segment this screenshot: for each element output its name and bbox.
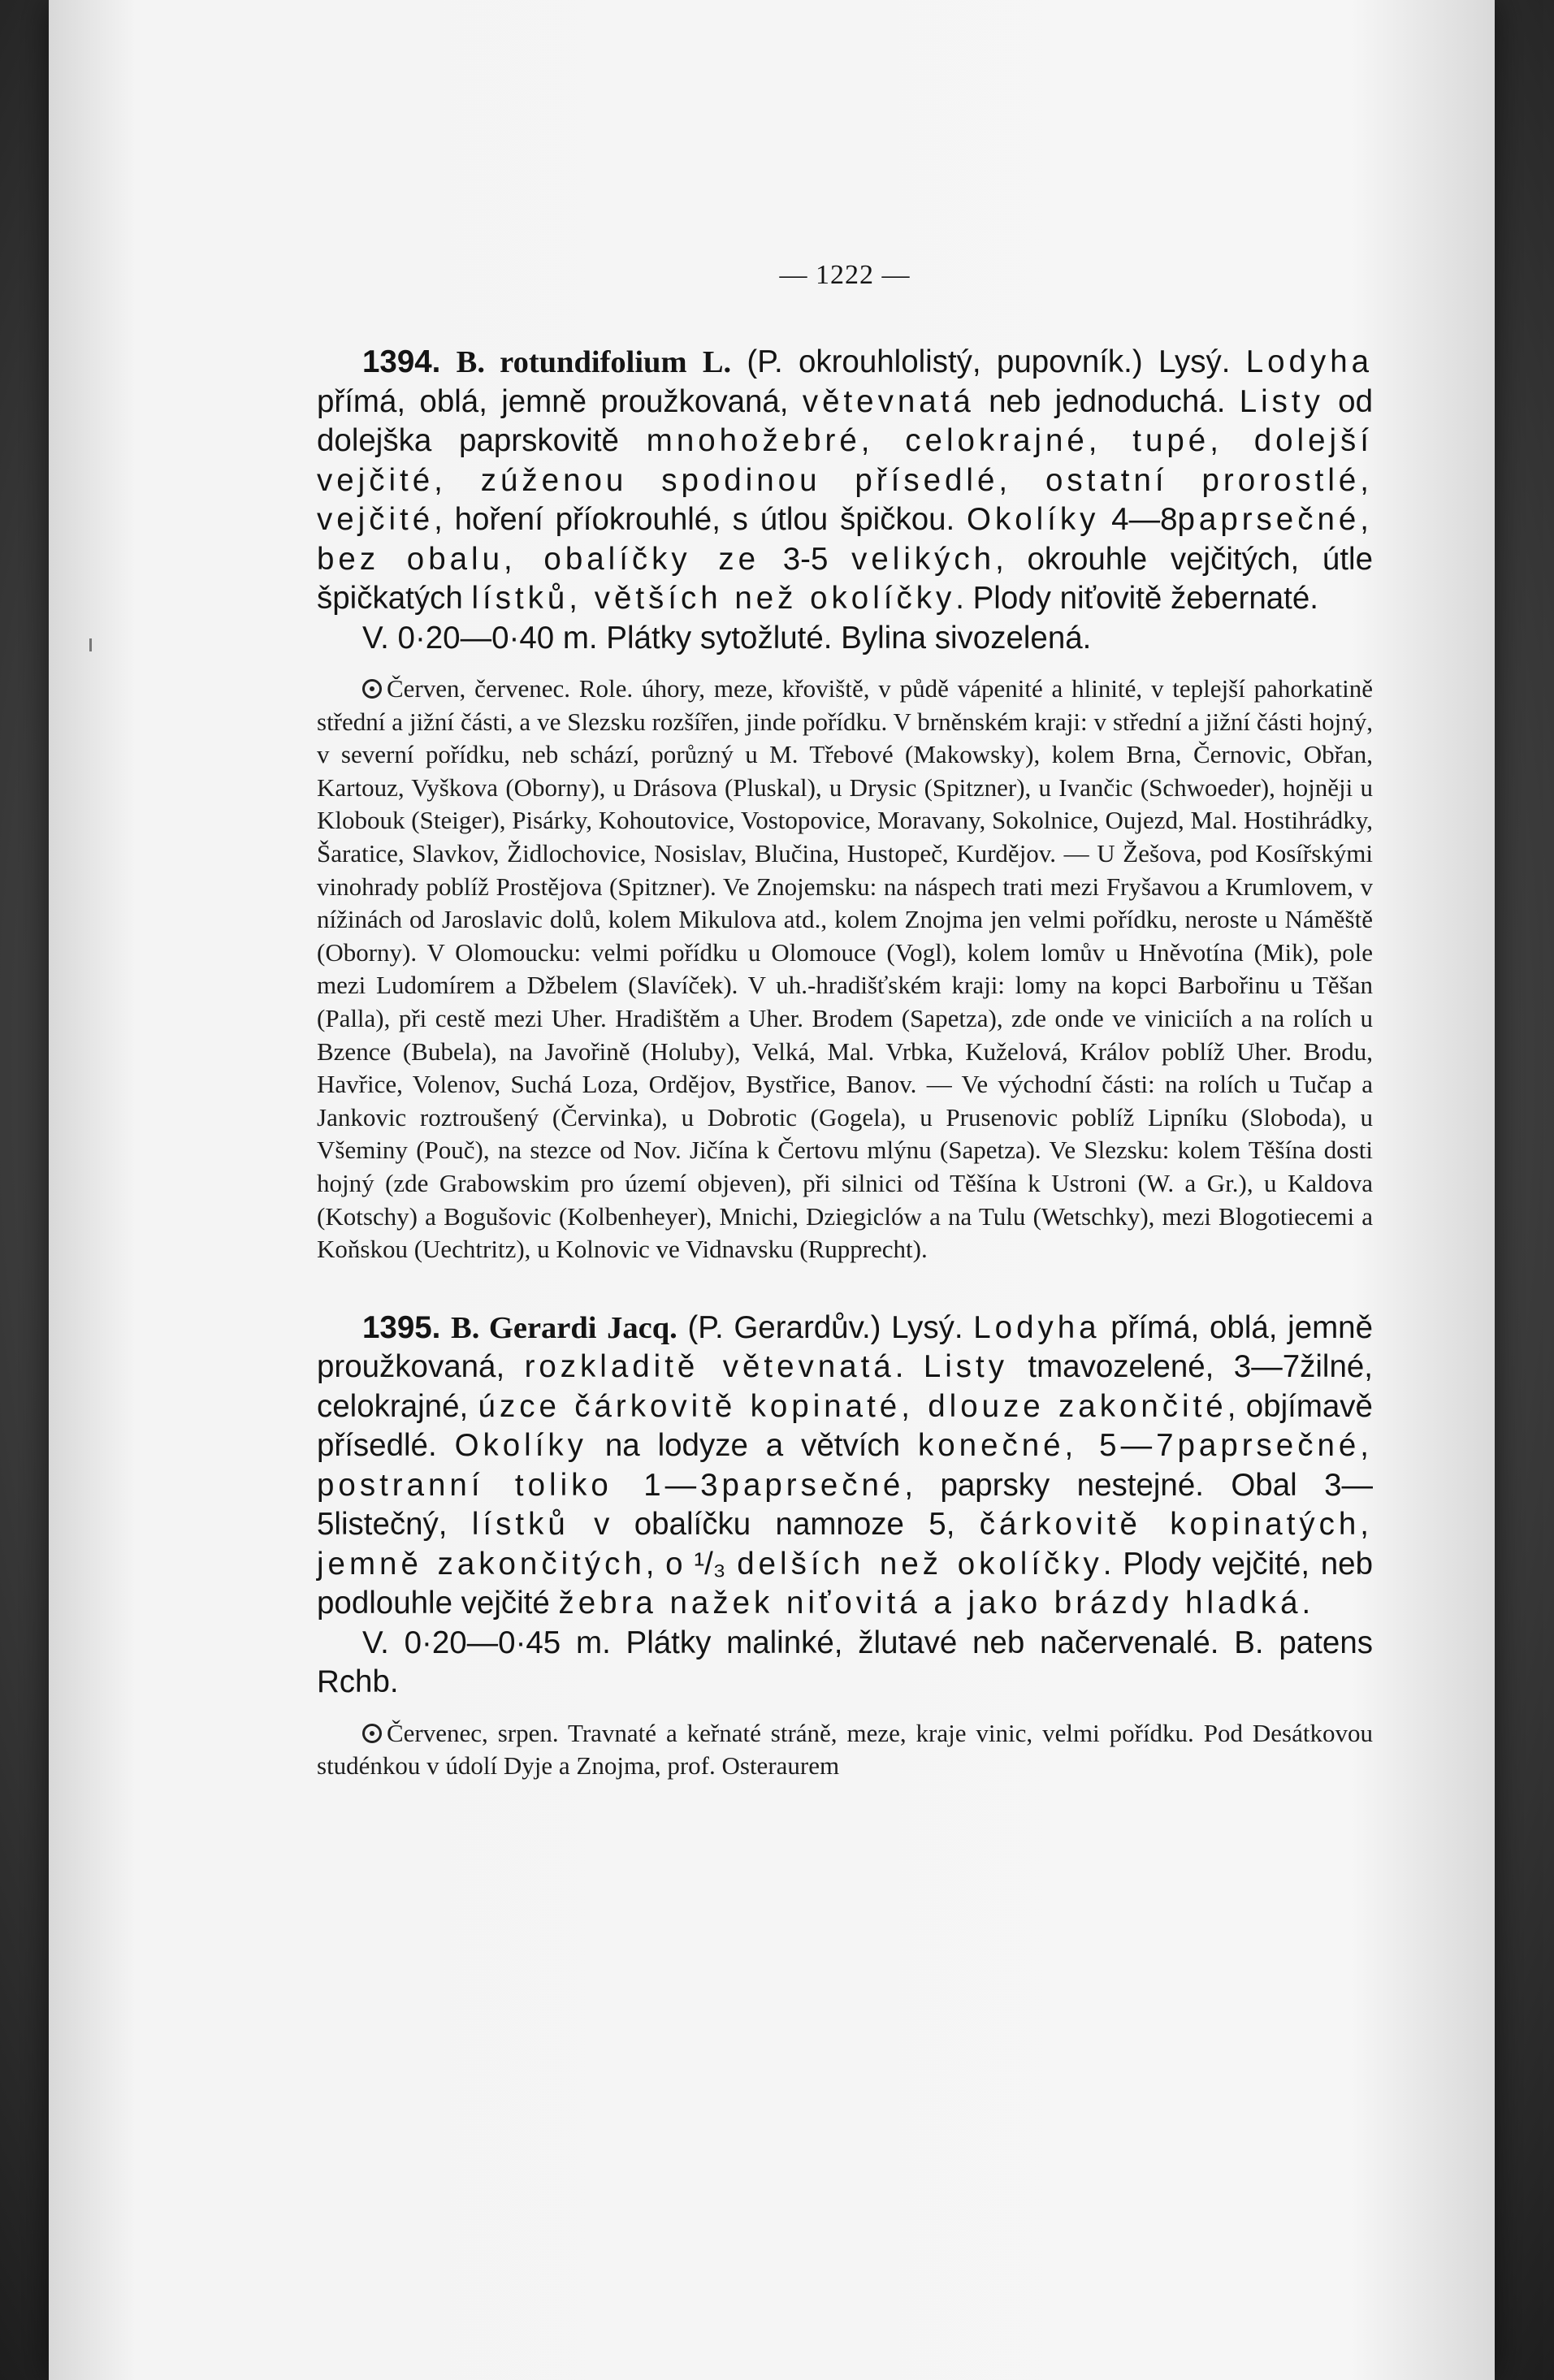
spaced-term: čárkovitě kopinatých, jemně zakončitých — [317, 1507, 1373, 1582]
species-name: B. rotundifolium — [456, 345, 687, 379]
spaced-term: delších než okolíčky — [737, 1546, 1103, 1582]
text-run: . — [1301, 1586, 1311, 1621]
locality-text: Červen, červenec. Role. úhory, meze, křoviště, v půdě vápenité a hlinité, v teplejší pahorkatině střední a jižní části, a ve Slezsku rozšířen, jinde pořídku. V brněnském kraji: v střední a jižní části hojný, v severní pořídku, neb schází, porůzný u M. Třebové (Makowsky), kolem Brna, Černovic, Obřan, Kartouz, Vyškova (Oborny), u Drásova (Pluskal), u Drysic (Spitzner), u Ivančic (Schwoeder), hojněji u Klobouk (Steiger), Pisárky, Kohoutovice, Vostopovice, Moravany, Sokolnice, Oujezd, Mal. Hostihrádky, Šaratice, Slavkov, Židlochovice, Nosislav, Blučina, Hustopeč, Kurdějov. — U Žešova, pod Kosířskými vinohrady poblíž Prostějova (Spitzner). Ve Znojemsku: na náspech trati mezi Fryšavou a Krumlovem, v nížinách od Jaroslavic dolů, kolem Mikulova atd., kolem Znojma jen velmi pořídku, neroste u Náměště (Oborny). V Olomoucku: velmi pořídku u Olomouce (Vogl), kolem lomův u Hněvotína (Mik), pole mezi Ludomírem a Džbelem (Slavíček). V uh.-hradišťském kraji: lomy na kopci Barbořinu u Těšan (Palla), při cestě mezi Uher. Hradištěm a Uher. Brodem (Sapetza), zde onde ve viniciích a na rolích u Bzence (Bubela), na Javořině (Holuby), Velká, Mal. Vrbka, Kuželová, Králov poblíž Uher. Brodu, Havřice, Volenov, Suchá Loza, Ordějov, Bystřice, Banov. — Ve východní části: na rolích u Tučap a Jankovic roztroušený (Červinka), u Dobrotic (Gogela), u Prusenovic poblíž Lipníku (Sloboda), u Všeminy (Pouč), na stezce od Nov. Jičína k Čertovu mlýnu (Sapetza). Ve Slezsku: kolem Těšína dosti hojný (zde Grabowskim pro území objeven), při silnici od Těšína k Ustroni (W. a Gr.), u Kaldova (Kotschy) a Bogušovic (Kolbenheyer), Mnichi, Dziegiclów a na Tulu (Wetschky), mezi Blogotiecemi a Koňskou (Uechtritz), u Kolnovic ve Vidnavsku (Rupprecht). — [317, 674, 1373, 1264]
entry-1395-locality-note — [317, 1717, 1373, 1783]
margin-mark — [89, 638, 92, 651]
spaced-term: větevnatá — [802, 383, 975, 419]
entry-1394-description — [317, 343, 1373, 619]
text-run: na lodyze a větvích — [587, 1428, 918, 1464]
spaced-term: Okolíky — [454, 1428, 587, 1464]
text-run: přímá, oblá, jemně proužkovaná, — [317, 1309, 1373, 1385]
spaced-term: konečné, 5—7paprsečné, postranní toliko 1—3paprsečné — [317, 1428, 1373, 1503]
spaced-term: úzce čárkovitě kopinaté, dlouze zakončité — [478, 1388, 1227, 1424]
text-run: , o ¹/₃ — [645, 1546, 738, 1582]
spaced-term: lístků, větších než okolíčky — [471, 581, 956, 616]
locality-text: Červenec, srpen. Travnaté a keřnaté stráně, meze, kraje vinic, velmi pořídku. Pod Desátkovou studénkou v údolí Dyje a Znojma, prof. Osteraurem — [317, 1718, 1373, 1781]
spaced-term: Lodyha — [973, 1309, 1101, 1345]
spaced-term: rozkladitě větevnatá — [524, 1349, 895, 1385]
species-authority: L. — [702, 345, 732, 379]
entry-1395-size-line: V. 0·20—0·45 m. Plátky malinké, žlutavé neb načervenalé. B. patens Rchb. — [317, 1625, 1373, 1700]
species-name: B. Gerardi — [451, 1310, 597, 1345]
text-run: 4—8 — [1099, 502, 1178, 537]
text-run: tmavozelené, 3—7žilné, celokrajné, — [317, 1349, 1373, 1424]
spaced-term: paprsečné, bez obalu, obalíčky ze — [317, 502, 1373, 577]
book-page — [49, 0, 1495, 2380]
entry-1395-description — [317, 1309, 1373, 1624]
text-run: , objímavě přísedlé. — [317, 1388, 1373, 1464]
entry-1394-size-line: V. 0·20—0·40 m. Plátky sytožluté. Bylina sivozelená. — [362, 620, 1092, 656]
spaced-term: Listy — [923, 1349, 1008, 1385]
text-run: (P. okrouhlolistý, pupovník.) Lysý. — [731, 344, 1246, 379]
text-run: , okrouhle vejčitých, útle špičkatých — [317, 541, 1373, 616]
text-run: 3-5 — [760, 541, 852, 577]
entry-1394-locality-note — [317, 673, 1373, 1266]
entry-number: 1395. — [362, 1309, 441, 1345]
spaced-term: mnohožebré, celokrajné, tupé, dolejší vejčité, zúženou spodinou přísedlé, ostatní prorostlé, vejčité — [317, 423, 1373, 537]
text-run: (P. Gerardův.) Lysý. — [677, 1309, 974, 1345]
text-run: . Plody niťovitě žebernaté. — [955, 581, 1318, 616]
entry-separator — [317, 1266, 1373, 1309]
text-run: přímá, oblá, jemně proužkovaná, — [317, 383, 803, 419]
text-run: neb jednoduchá. — [974, 383, 1240, 419]
page-number: — 1222 — — [779, 260, 911, 290]
text-run: . — [894, 1349, 924, 1385]
spaced-term: žebra nažek niťovitá a jako brázdy hladká — [558, 1586, 1302, 1621]
entry-number: 1394. — [362, 344, 441, 379]
text-run: , hoření příokrouhlé, s útlou špičkou. — [434, 502, 967, 537]
spaced-term: Lodyha — [1245, 344, 1374, 379]
text-run: od dolejška paprskovitě — [317, 383, 1373, 458]
text-run: v obalíčku namnoze 5, — [569, 1507, 980, 1543]
species-authority: Jacq. — [607, 1310, 677, 1345]
text-run: . Plody vejčité, neb podlouhle vejčité — [317, 1546, 1373, 1621]
spaced-term: Okolíky — [967, 502, 1100, 537]
spaced-term: Listy — [1239, 383, 1324, 419]
spaced-term: velikých — [851, 541, 996, 577]
biennial-symbol-icon — [362, 679, 382, 699]
text-run: , paprsky nestejné. Obal 3—5listečný, — [317, 1467, 1373, 1543]
spaced-term: lístků — [471, 1507, 569, 1543]
biennial-symbol-icon — [362, 1724, 382, 1743]
text-block — [317, 260, 1373, 1783]
